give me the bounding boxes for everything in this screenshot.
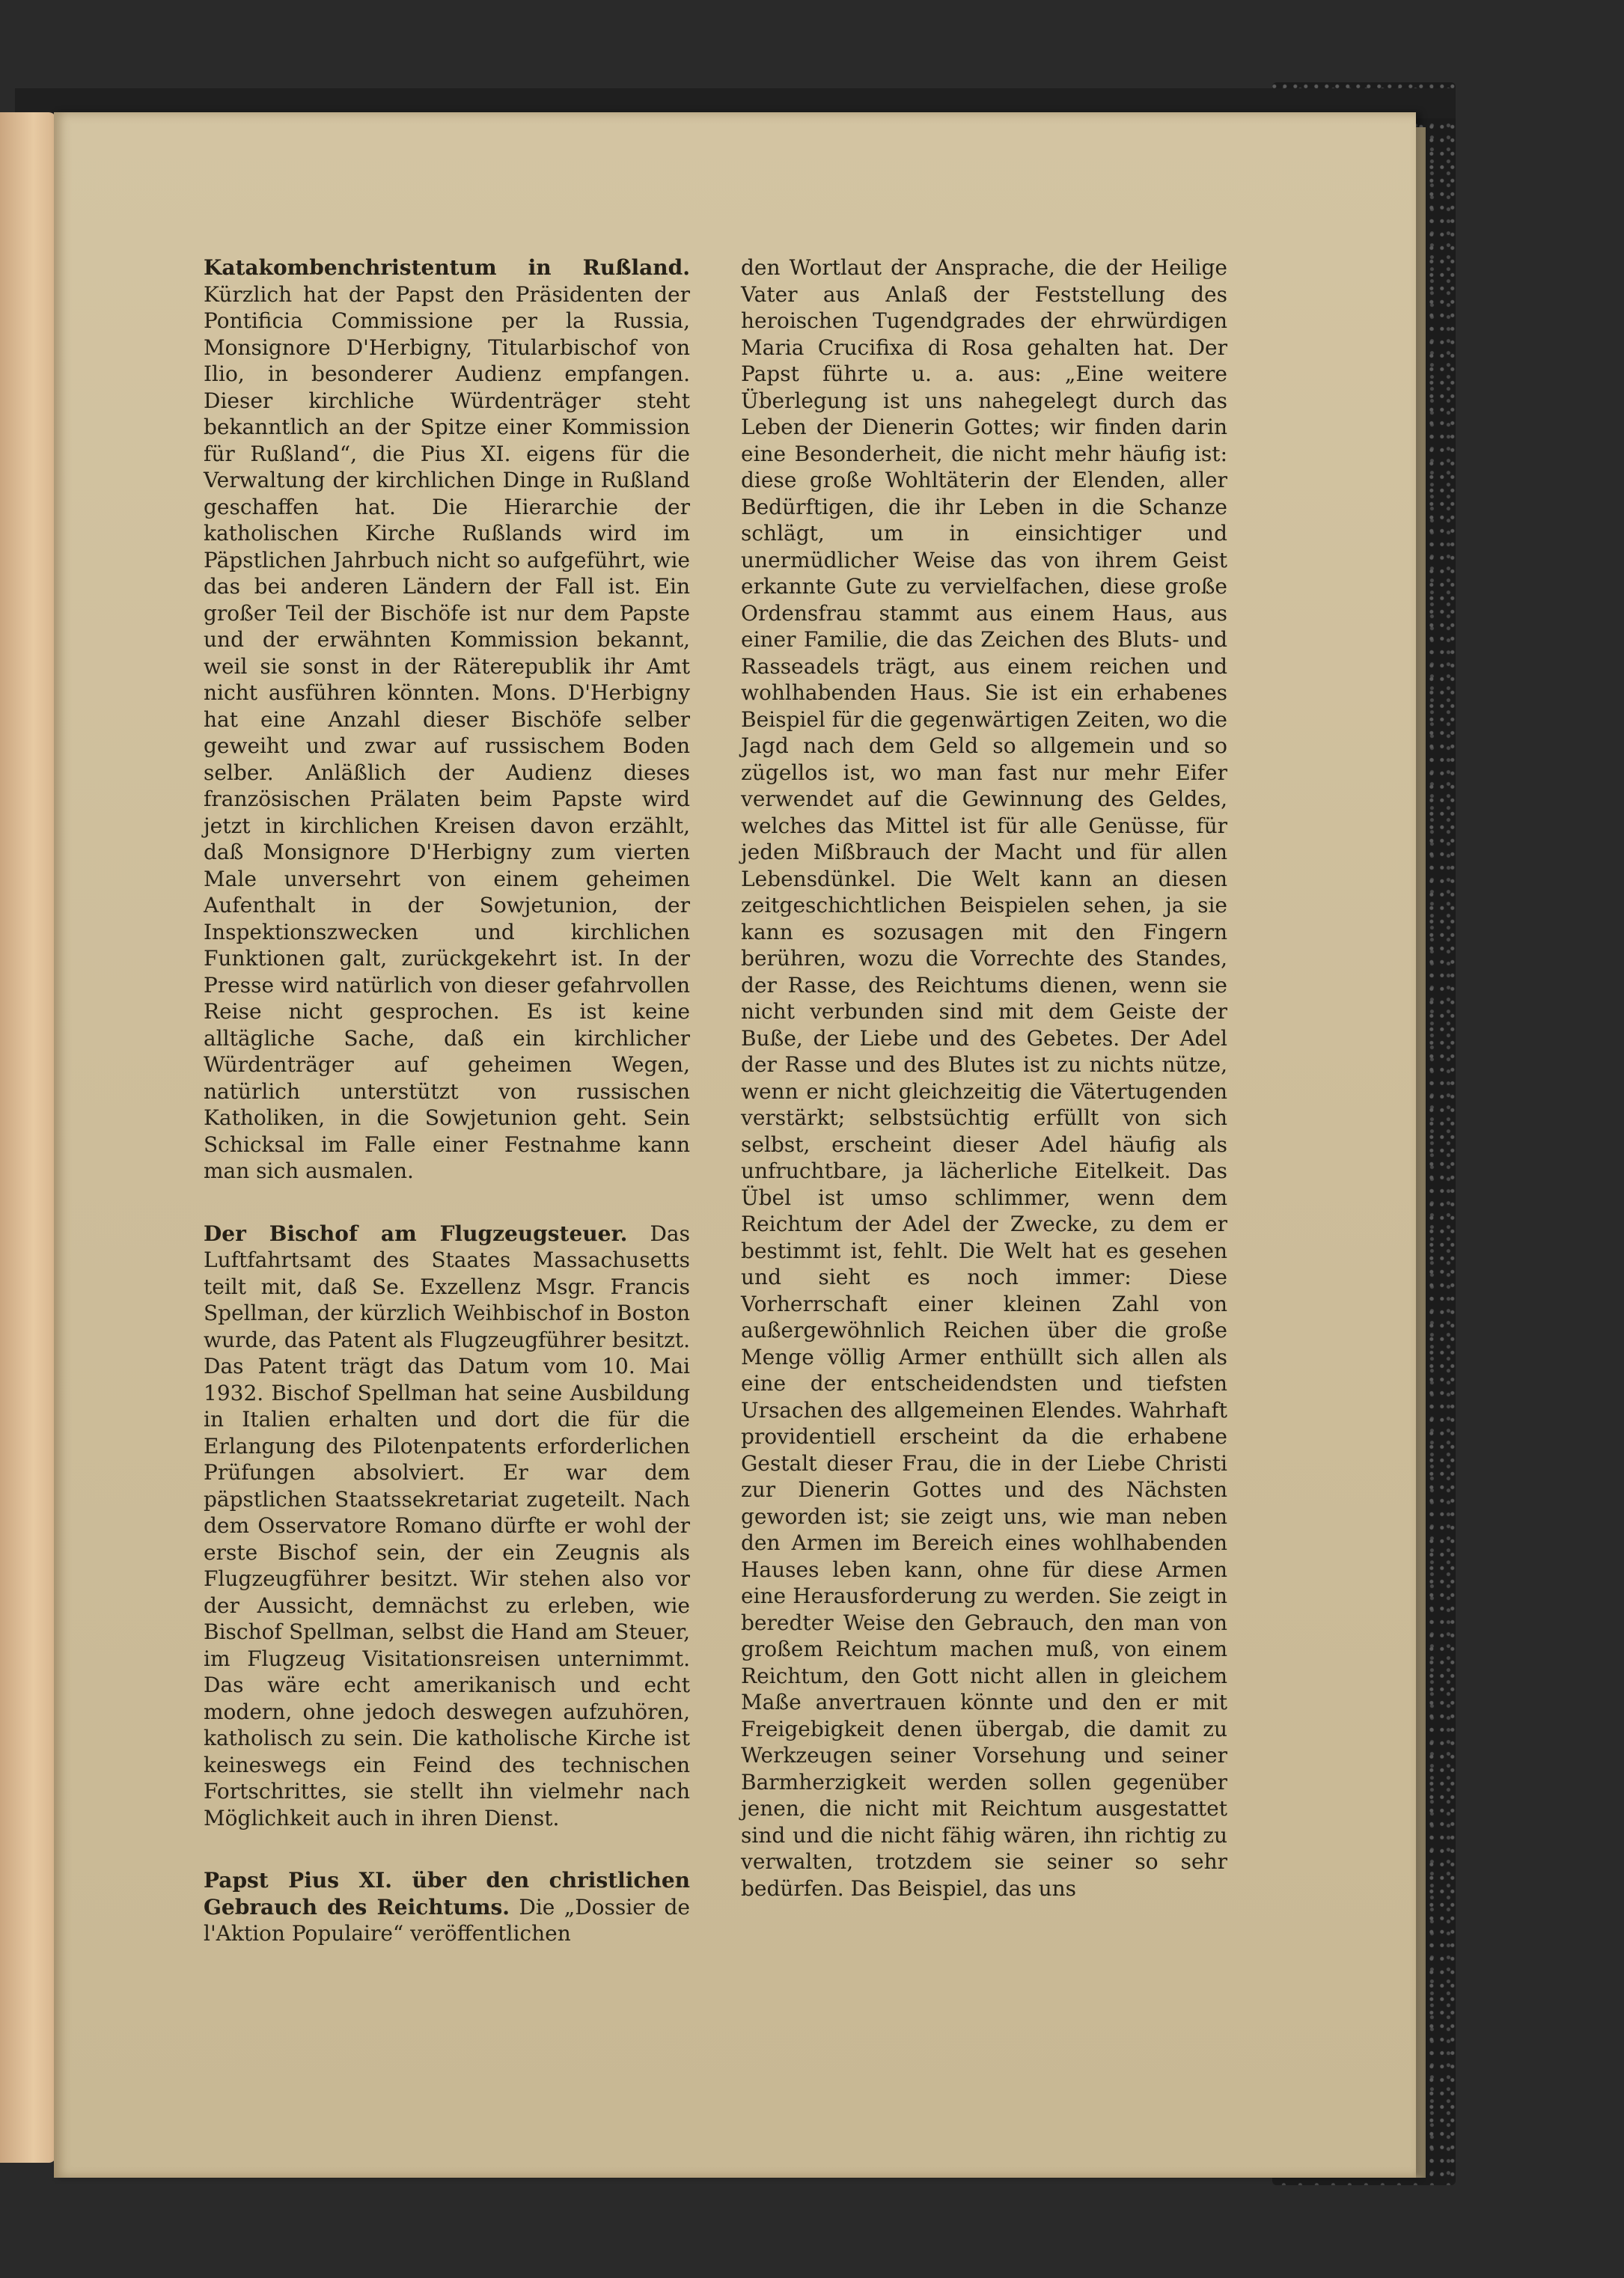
right-column [741,254,1227,1902]
article-continuation [741,254,1227,1902]
article-papst-reichtum [204,1867,690,1947]
article-body: Das Luftfahrtsamt des Staates Massachusetts teilt mit, daß Se. Exzellenz Msgr. Francis Spellman, der kürzlich Weihbischof in Boston wurde, das Patent als Flugzeugführer besitzt. Das Patent trägt das Datum vom 10. Mai 1932. Bischof Spellman hat seine Ausbildung in Italien erhalten und dort die für die Erlangung des Pilotenpatents erforderlichen Prüfungen absolviert. Er war dem päpstlichen Staatssekretariat zugeteilt. Nach dem Osservatore Romano dürfte er wohl der erste Bischof sein, der ein Zeugnis als Flugzeugführer besitzt. Wir stehen also vor der Aussicht, demnächst zu erleben, wie Bischof Spellman, selbst die Hand am Steuer, im Flugzeug Visitationsreisen unternimmt. Das wäre echt amerikanisch und echt modern, ohne jedoch deswegen aufzuhören, katholisch zu sein. Die katholische Kirche ist keineswegs ein Feind des technischen Fortschrittes, sie stellt ihn vielmehr nach Möglichkeit auch in ihren Dienst. [204,1221,690,1830]
article-body: Die „Dossier de l'Aktion Populaire“ veröffentlichen [204,1894,690,1946]
article-heading: Papst Pius XI. über den christlichen Gebrauch des Reichtums. [204,1868,690,1920]
article-heading: Der Bischof am Flugzeugsteuer. [204,1221,628,1246]
left-page-edge [0,112,56,2163]
left-column [204,254,690,1947]
article-heading: Katakombenchristentum in Rußland. [204,255,690,280]
article-katakombenchristentum [204,254,690,1185]
article-body: den Wortlaut der Ansprache, die der Heilige Vater aus Anlaß der Feststellung des heroischen Tugendgrades der ehrwürdigen Maria Crucifixa di Rosa gehalten hat. Der Papst führte u. a. aus: „Eine weitere Überlegung ist uns nahegelegt durch das Leben der Dienerin Gottes; wir finden darin eine Besonderheit, die nicht mehr häufig ist: diese große Wohltäterin der Elenden, aller Bedürftigen, die ihr Leben in die Schanze schlägt, um in einsichtiger und unermüdlicher Weise das von ihrem Geist erkannte Gute zu vervielfachen, diese große Ordensfrau stammt aus einem Haus, aus einer Familie, die das Zeichen des Bluts- und Rasseadels trägt, aus einem reichen und wohlhabenden Haus. Sie ist ein erhabenes Beispiel für die gegenwärtigen Zeiten, wo die Jagd nach dem Geld so allgemein und so zügellos ist, wo man fast nur mehr Eifer verwendet auf die Gewinnung des Geldes, welches das Mittel ist für alle Genüsse, für jeden Mißbrauch der Macht und für allen Lebensdünkel. Die Welt kann an diesen zeitgeschichtlichen Beispielen sehen, ja sie kann es sozusagen mit den Fingern berühren, wozu die Vorrechte des Standes, der Rasse, des Reichtums dienen, wenn sie nicht verbunden sind mit dem Geiste der Buße, der Liebe und des Gebetes. Der Adel der Rasse und des Blutes ist zu nichts nütze, wenn er nicht gleichzeitig die Vätertugenden verstärkt; selbstsüchtig erfüllt von sich selbst, erscheint dieser Adel häufig als unfruchtbare, ja lächerliche Eitelkeit. Das Übel ist umso schlimmer, wenn dem Reichtum der Adel der Zwecke, zu dem er bestimmt ist, fehlt. Die Welt hat es gesehen und sieht es noch immer: Diese Vorherrschaft einer kleinen Zahl von außergewöhnlich Reichen über die große Menge völlig Armer enthüllt sich allen als eine der entscheidendsten und tiefsten Ursachen des allgemeinen Elendes. Wahrhaft providentiell erscheint da die erhabene Gestalt dieser Frau, die in der Liebe Christi zur Dienerin Gottes und des Nächsten geworden ist; sie zeigt uns, wie man neben den Armen im Bereich eines wohlhabenden Hauses leben kann, ohne für diese Armen eine Herausforderung zu werden. Sie zeigt in beredter Weise den Gebrauch, den man von großem Reichtum machen muß, von einem Reichtum, den Gott nicht allen in gleichem Maße anvertrauen könnte und den er mit Freigebigkeit denen übergab, die damit zu Werkzeugen seiner Vorsehung und seiner Barmherzigkeit werden sollen gegenüber jenen, die nicht mit Reichtum ausgestattet sind und die nicht fähig wären, ihn richtig zu verwalten, trotzdem sie seiner so sehr bedürfen. Das Beispiel, das uns [741,255,1227,1901]
article-bischof-flugzeugsteuer [204,1221,690,1832]
article-body: Kürzlich hat der Papst den Präsidenten der Pontificia Commissione per la Russia, Monsignore D'Herbigny, Titularbischof von Ilio, in besonderer Audienz empfangen. Dieser kirchliche Würdenträger steht bekanntlich an der Spitze einer Kommission für Rußland“, die Pius XI. eigens für die Verwaltung der kirchlichen Dinge in Rußland geschaffen hat. Die Hierarchie der katholischen Kirche Rußlands wird im Päpstlichen Jahrbuch nicht so aufgeführt, wie das bei anderen Ländern der Fall ist. Ein großer Teil der Bischöfe ist nur dem Papste und der erwähnten Kommission bekannt, weil sie sonst in der Räterepublik ihr Amt nicht ausführen könnten. Mons. D'Herbigny hat eine Anzahl dieser Bischöfe selber geweiht und zwar auf russischem Boden selber. Anläßlich der Audienz dieses französischen Prälaten beim Papste wird jetzt in kirchlichen Kreisen davon erzählt, daß Monsignore D'Herbigny zum vierten Male unversehrt von einem geheimen Aufenthalt in der Sowjetunion, der Inspektionszwecken und kirchlichen Funktionen galt, zurückgekehrt ist. In der Presse wird natürlich von dieser gefahrvollen Reise nicht gesprochen. Es ist keine alltägliche Sache, daß ein kirchlicher Würdenträger auf geheimen Wegen, natürlich unterstützt von russischen Katholiken, in die Sowjetunion geht. Sein Schicksal im Falle einer Festnahme kann man sich ausmalen. [204,281,690,1183]
